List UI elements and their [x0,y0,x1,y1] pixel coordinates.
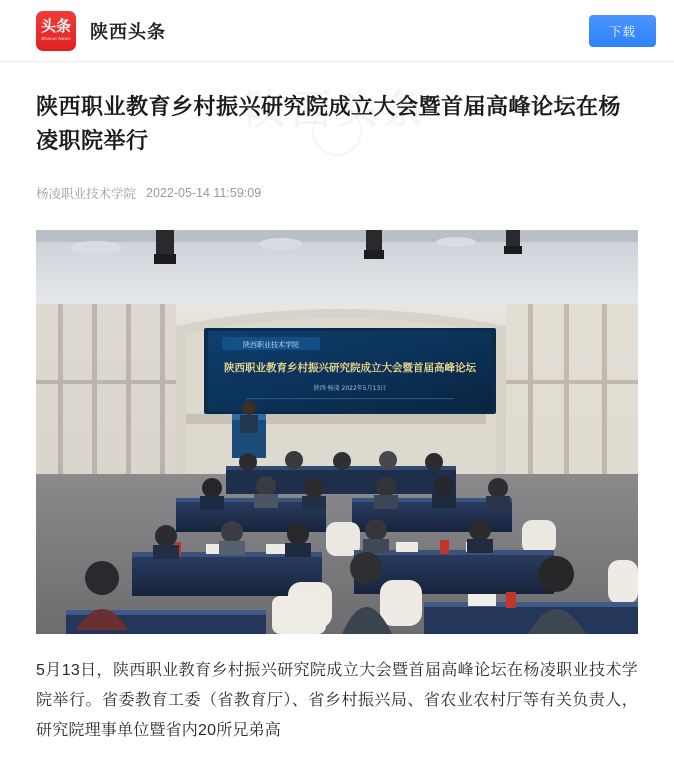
conference-hall-photo [36,230,638,634]
svg-text:陕西职业教育乡村振兴研究院成立大会暨首届高峰论坛: 陕西职业教育乡村振兴研究院成立大会暨首届高峰论坛 [224,362,476,374]
page-title: 陕西职业教育乡村振兴研究院成立大会暨首届高峰论坛在杨凌职院举行 [36,94,622,153]
svg-text:陕西·杨凌 2022年5月13日: 陕西·杨凌 2022年5月13日 [313,385,387,392]
article-timestamp: 2022-05-14 11:59:09 [146,186,262,200]
logo-text-bottom: Shanxi News [41,36,71,42]
article-source: 杨凌职业技术学院 [36,187,137,201]
conference-hall-photo-svg [36,230,638,634]
article-meta [36,184,638,202]
article-paragraph: 5月13日，陕西职业教育乡村振兴研究院成立大会暨首届高峰论坛在杨凌职业技术学院举行。省委教育工委（省教育厅）、省乡村振兴局、省农业农村厅等有关负责人，研究院理事单位暨省内20所兄弟高 [36,662,638,739]
site-header [0,0,674,62]
article-container [0,62,674,778]
toutiao-logo-icon[interactable] [36,11,76,51]
svg-text:陕西职业技术学院: 陕西职业技术学院 [243,341,299,349]
logo-text-top: 头条 [40,18,71,36]
site-name: 陕西头条 [90,21,166,42]
download-button[interactable]: 下载 [589,15,656,47]
